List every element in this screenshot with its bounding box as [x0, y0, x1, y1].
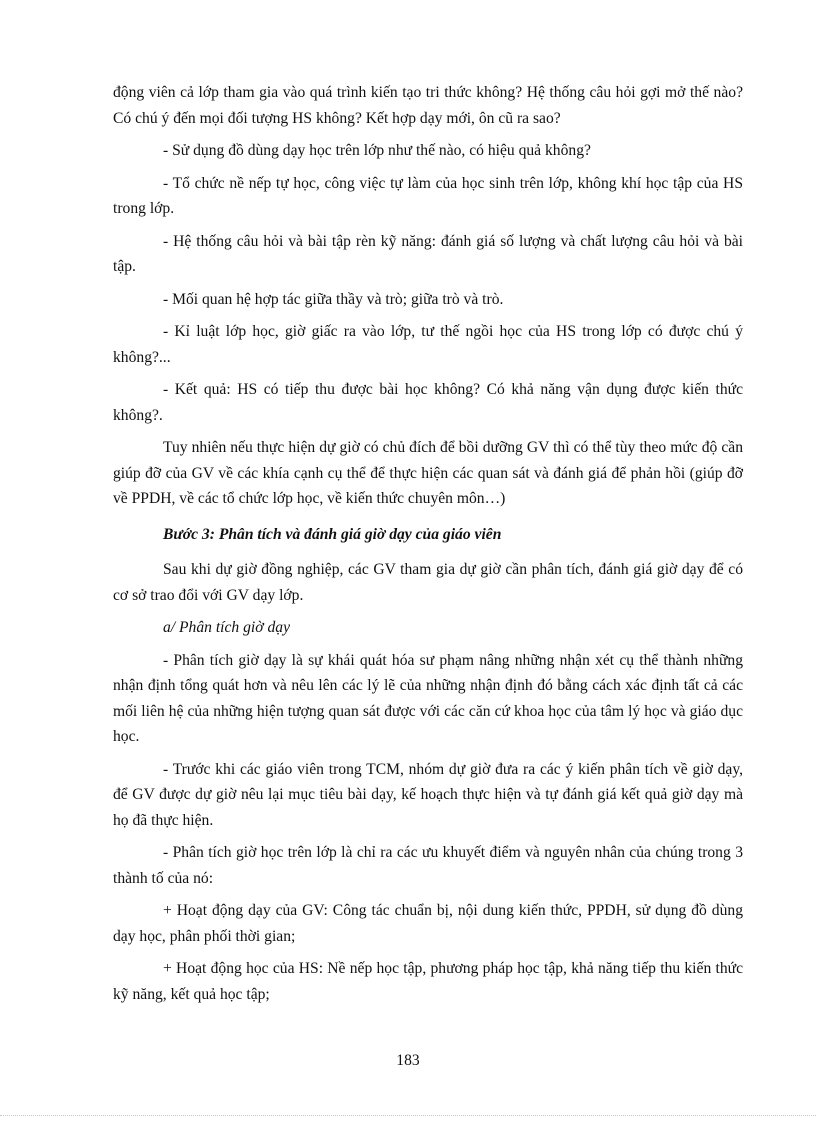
paragraph-bullet: - Phân tích giờ học trên lớp là chỉ ra các ưu khuyết điểm và nguyên nhân của chúng trong 3 thành tố của nó: — [113, 844, 743, 887]
section-heading: Bước 3: Phân tích và đánh giá giờ dạy của giáo viên — [163, 525, 502, 543]
paragraph-body: Tuy nhiên nếu thực hiện dự giờ có chủ đích để bồi dưỡng GV thì có thể tùy theo mức độ cần giúp đỡ của GV về các khía cạnh cụ thể để thực hiện các quan sát và đánh giá để phản hồi (giúp đỡ về PPDH, về các tổ chức lớp học, về kiến thức chuyên môn…) — [113, 439, 743, 507]
paragraph-bullet: - Kết quả: HS có tiếp thu được bài học không? Có khả năng vận dụng được kiến thức không?. — [113, 381, 743, 424]
page-bottom-divider — [0, 1115, 816, 1116]
paragraph-bullet: - Trước khi các giáo viên trong TCM, nhóm dự giờ đưa ra các ý kiến phân tích về giờ dạy, để GV được dự giờ nêu lại mục tiêu bài dạy, kế hoạch thực hiện và tự đánh giá kết quả giờ dạy mà họ đã thực hiện. — [113, 760, 743, 829]
paragraph-bullet: - Kỉ luật lớp học, giờ giấc ra vào lớp, tư thế ngồi học của HS trong lớp có được chú ý không?... — [113, 323, 743, 366]
paragraph-bullet: - Mối quan hệ hợp tác giữa thầy và trò; giữa trò và trò. — [163, 290, 504, 308]
page-body — [113, 80, 743, 1014]
paragraph-bullet: - Tổ chức nề nếp tự học, công việc tự làm của học sinh trên lớp, không khí học tập của HS trong lớp. — [113, 174, 743, 217]
paragraph-continuation: động viên cả lớp tham gia vào quá trình kiến tạo tri thức không? Hệ thống câu hỏi gợi mở thế nào? Có chú ý đến mọi đối tượng HS không? Kết hợp dạy mới, ôn cũ ra sao? — [113, 84, 743, 127]
paragraph-bullet: - Sử dụng đồ dùng dạy học trên lớp như thế nào, có hiệu quả không? — [163, 142, 591, 159]
subsection-heading: a/ Phân tích giờ dạy — [163, 619, 290, 636]
paragraph-bullet: - Phân tích giờ dạy là sự khái quát hóa sư phạm nâng những nhận xét cụ thể thành những nhận định tổng quát hơn và nêu lên các lý lẽ của những nhận định đó bằng cách xác định tất cả các mối liên hệ của những hiện tượng quan sát được với các căn cứ khoa học của tâm lý học và giáo dục học. — [113, 651, 743, 745]
paragraph-body: Sau khi dự giờ đồng nghiệp, các GV tham gia dự giờ cần phân tích, đánh giá giờ dạy để có cơ sở trao đổi với GV dạy lớp. — [113, 561, 743, 604]
paragraph-plus-item: + Hoạt động dạy của GV: Công tác chuẩn bị, nội dung kiến thức, PPDH, sử dụng đồ dùng dạy học, phân phối thời gian; — [113, 902, 743, 945]
page-number: 183 — [396, 1052, 420, 1069]
paragraph-plus-item: + Hoạt động học của HS: Nề nếp học tập, phương pháp học tập, khả năng tiếp thu kiến thức kỹ năng, kết quả học tập; — [113, 960, 743, 1003]
paragraph-bullet: - Hệ thống câu hỏi và bài tập rèn kỹ năng: đánh giá số lượng và chất lượng câu hỏi và bài tập. — [113, 232, 743, 275]
